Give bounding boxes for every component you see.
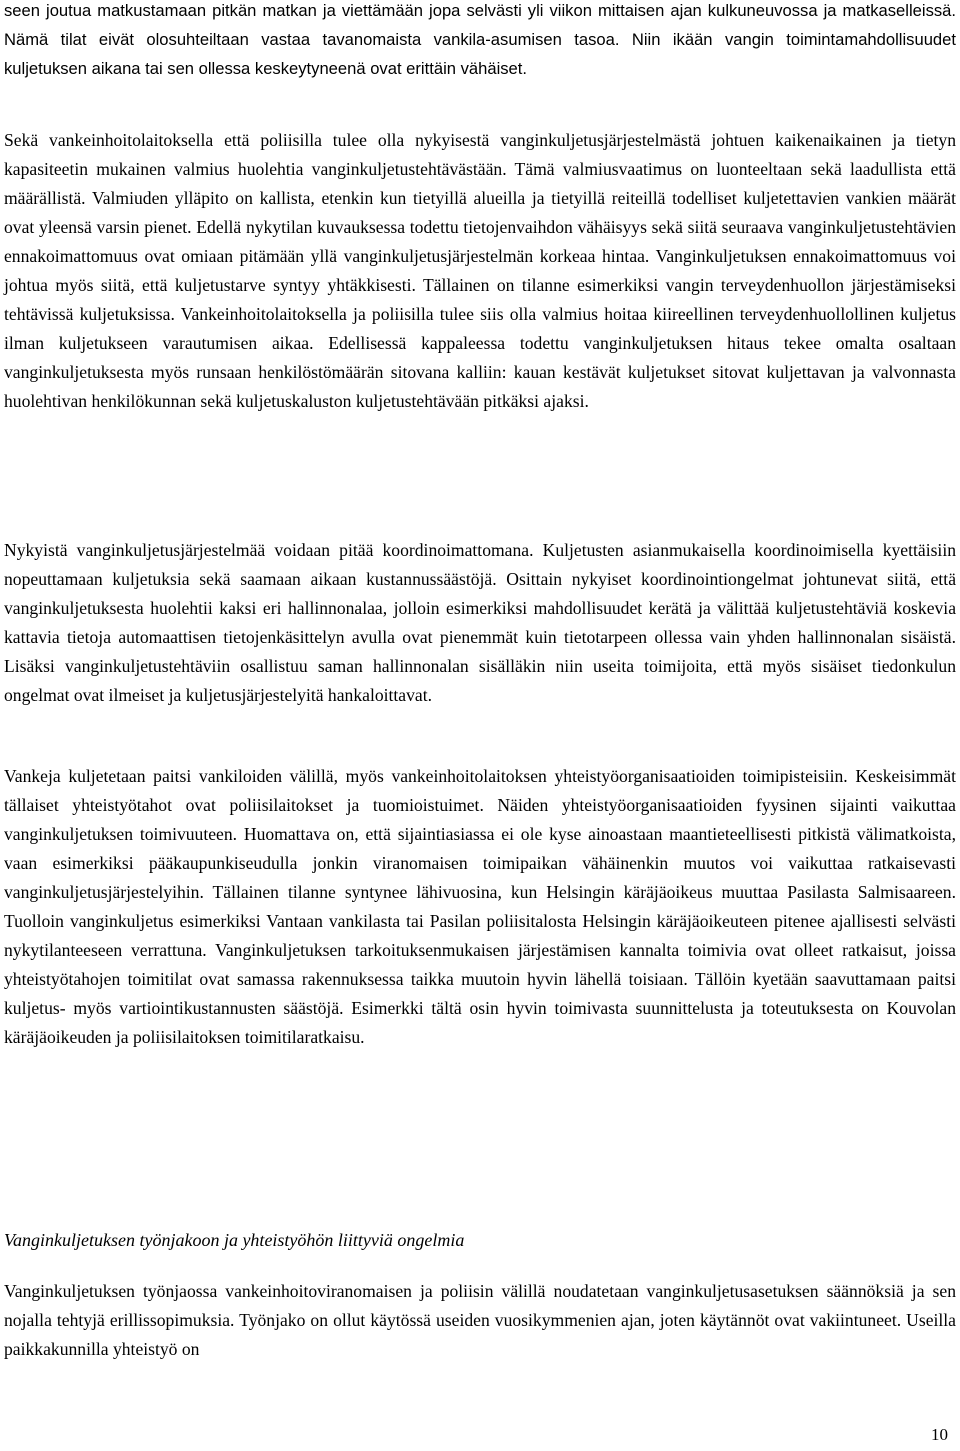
- section-paragraph: Vanginkuljetuksen työnjaossa vankeinhoitoviranomaisen ja poliisin välillä noudatetaan vanginkuljetusasetuksen säännöksiä ja sen nojalla tehtyjä erillissopimuksia. Työnjako on ollut käytössä useiden vuosikymmenien ajan, joten käytännöt ovat vakiintuneet. Useilla paikkakunnilla yhteistyö on: [4, 1281, 956, 1359]
- paragraph-1: seen joutua matkustamaan pitkän matkan ja viettämään jopa selvästi yli viikon mittaisen ajan kulkuneuvossa ja matkaselleissä. Nämä tilat eivät olosuhteiltaan vastaa tavanomaista vankila-asumisen tasoa. Niin ikään vangin toimintamahdollisuudet kuljetuksen aikana tai sen ollessa keskeytyneenä ovat erittäin vähäiset.: [4, 1, 956, 78]
- paragraph-4: Vankeja kuljetetaan paitsi vankiloiden välillä, myös vankeinhoitolaitoksen yhteistyöorganisaatioiden toimipisteisiin. Keskeisimmät tällaiset yhteistyötahot ovat poliisilaitokset ja tuomioistuimet. Näiden yhteistyöorganisaatioiden fyysinen sijainti vaikuttaa vanginkuljetuksen toimivuuteen. Huomattava on, että sijaintiasiassa ei ole kyse ainoastaan maantieteellisesti pitkistä välimatkoista, vaan esimerkiksi pääkaupunkiseudulla jonkin viranomaisen toimipaikan vähäinenkin muutos voi vaikuttaa ratkaisevasti vanginkuljetusjärjestelyihin. Tällainen tilanne syntynee lähivuosina, kun Helsingin käräjäoikeus muuttaa Pasilasta Salmisaareen. Tuolloin vanginkuljetus esimerkiksi Vantaan vankilasta tai Pasilan poliisitalosta Helsingin käräjäoikeuteen pitenee ajallisesti selvästi nykytilanteeseen verrattuna. Vanginkuljetuksen tarkoituksenmukaisen järjestämisen kannalta toimivia ovat olleet ratkaisut, joissa yhteistyötahojen toimitilat ovat samassa rakennuksessa taikka muutoin hyvin lähellä toisiaan. Tällöin kyetään saavuttamaan paitsi kuljetus- myös vartiointikustannusten säästöjä. Esimerkki tältä osin hyvin toimivasta suunnittelusta ja toteutuksesta on Kouvolan käräjäoikeuden ja poliisilaitoksen toimitilaratkaisu.: [4, 766, 956, 1047]
- page-number: 10: [931, 1425, 948, 1444]
- paragraph-2: Sekä vankeinhoitolaitoksella että poliisilla tulee olla nykyisestä vanginkuljetusjärjestelmästä johtuen kaikenaikainen ja tietyn kapasiteetin mukainen valmius huolehtia vanginkuljetustehtävästään. Tämä valmiusvaatimus on luonteeltaan sekä laadullista että määrällistä. Valmiuden ylläpito on kallista, etenkin kun tietyillä alueilla ja tietyillä reiteillä todelliset kuljetettavien vankien määrät ovat yleensä varsin pienet. Edellä nykytilan kuvauksessa todettu tietojenvaihdon vähäisyys sekä siitä seuraava vanginkuljetustehtävien ennakoimattomuus ovat omiaan pitämään yllä vanginkuljetusjärjestelmän korkeaa hintaa. Vanginkuljetuksen ennakoimattomuus voi johtua myös siitä, että kuljetustarve syntyy yhtäkkisesti. Tällainen on tilanne esimerkiksi vangin terveydenhuollon järjestämiseksi tehtävissä kuljetuksissa. Vankeinhoitolaitoksella ja poliisilla tulee siis olla valmius hoitaa kiireellinen terveydenhuollollinen kuljetus ilman kuljetukseen varautumisen aikaa. Edellisessä kappaleessa todettu vanginkuljetuksen hitaus tekee omalta osaltaan vanginkuljetuksesta myös runsaan henkilöstömäärän sitovana kalliin: kauan kestävät kuljetukset sitovat kuljettavan ja valvonnasta huolehtivan henkilökunnan sekä kuljetuskaluston kuljetustehtävään pitkäksi ajaksi.: [4, 130, 956, 411]
- paragraph-3: Nykyistä vanginkuljetusjärjestelmää voidaan pitää koordinoimattomana. Kuljetusten asianmukaisella koordinoimisella kyettäisiin nopeuttamaan kuljetuksia sekä saamaan aikaan kustannussäästöjä. Osittain nykyiset koordinointiongelmat johtunevat siitä, että vanginkuljetuksesta huolehtii kaksi eri hallinnonalaa, jolloin esimerkiksi mahdollisuudet kerätä ja välittää kuljetustehtäviä koskevia kattavia tietoja automaattisen tietojenkäsittelyn avulla ovat pienemmät kuin tietotarpeen ollessa vain yhden hallinnonalan sisäistä. Lisäksi vanginkuljetustehtäviin osallistuu saman hallinnonalan sisälläkin niin useita toimijoita, että myös sisäiset tiedonkulun ongelmat ovat ilmeiset ja kuljetusjärjestelyitä hankaloittavat.: [4, 540, 956, 705]
- section-heading: Vanginkuljetuksen työnjakoon ja yhteistyöhön liittyviä ongelmia: [4, 1230, 465, 1250]
